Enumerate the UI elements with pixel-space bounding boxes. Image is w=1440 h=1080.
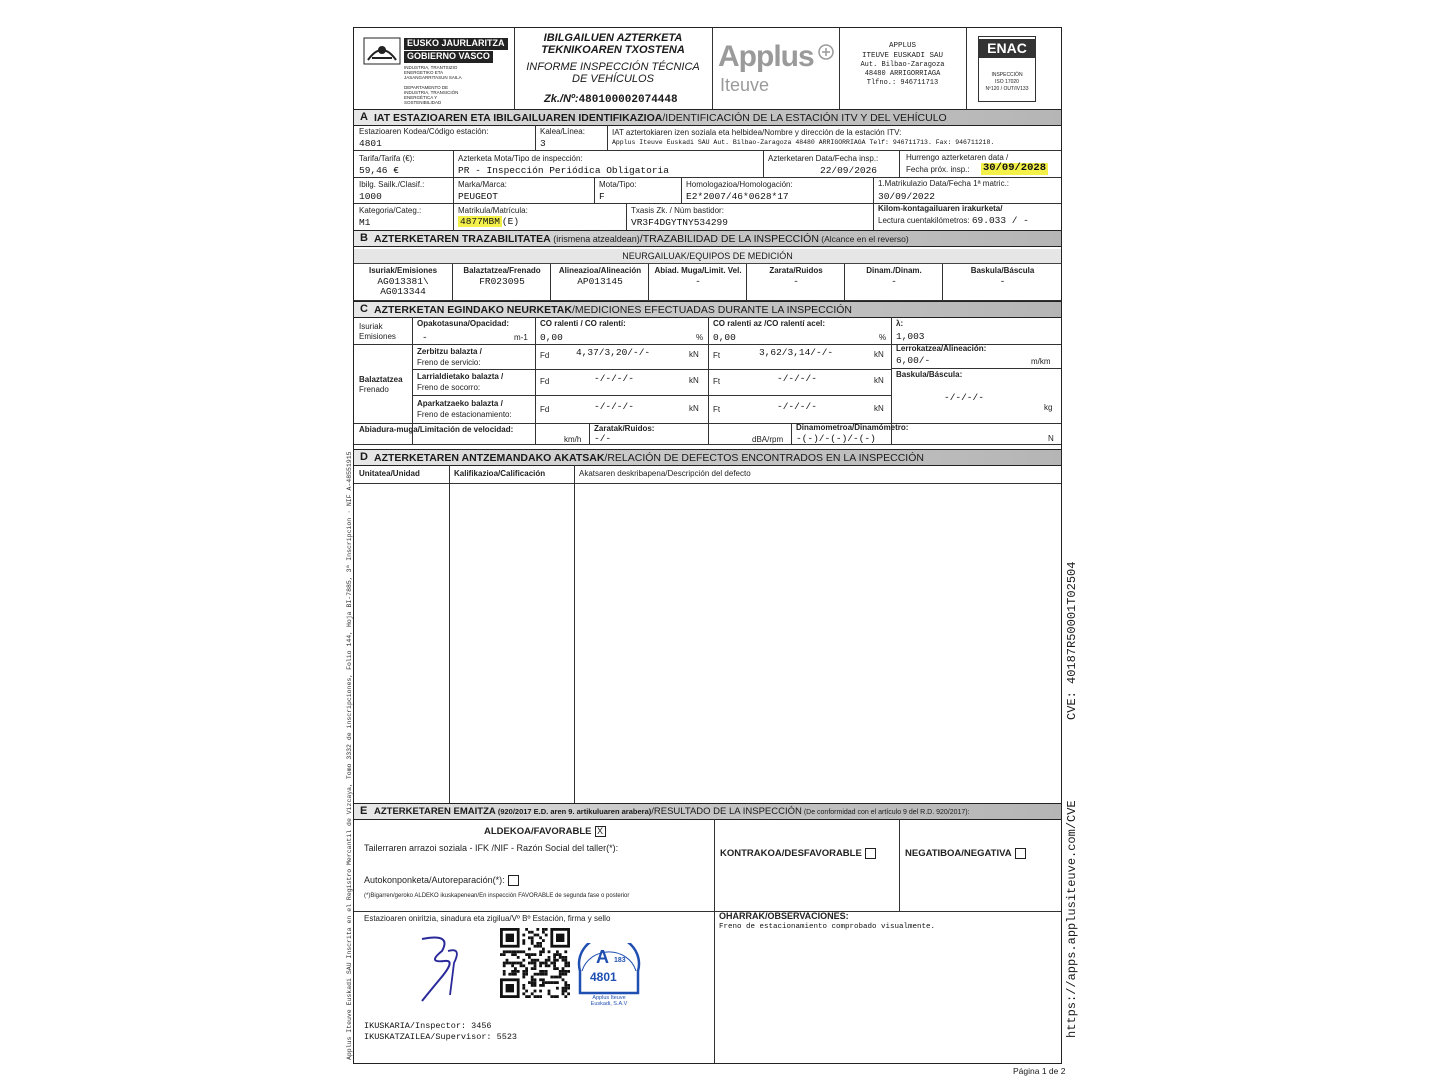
stamp-small: 183 bbox=[614, 957, 626, 964]
lambda-label: λ: bbox=[896, 319, 904, 328]
km: 69.033 / - bbox=[971, 215, 1029, 226]
selfrepair-checkbox[interactable] bbox=[508, 875, 519, 886]
section-a-header: A IAT ESTAZIOAREN ETA IBILGAILUAREN IDENTIFIKAZIOA/IDENTIFICACIÓN DE LA ESTACIÓN ITV Y DEL VEHÍCULO bbox=[354, 109, 1061, 126]
enac-logo bbox=[978, 36, 1036, 102]
applus-logo bbox=[718, 40, 834, 73]
gov-small1: INDUSTRIA, TRANTSIZIO ENERGETIKO ETA JASANGARRITASUN SAILA bbox=[404, 65, 462, 80]
parking-fd: -/-/-/- bbox=[594, 401, 634, 412]
opac: - bbox=[422, 332, 428, 343]
section-b-subhead: NEURGAILUAK/EQUIPOS DE MEDICIÓN bbox=[354, 249, 1061, 264]
cve-code: CVE: 40187R50001T02504 bbox=[1065, 561, 1079, 720]
favorable-checkbox[interactable]: X bbox=[595, 826, 606, 837]
station-code-label: Estazioaren Kodea/Código estación: bbox=[359, 127, 489, 136]
km-label2: Lectura cuentakilómetros: 69.033 / - bbox=[878, 215, 1029, 226]
category-label: Kategoria/Categ.: bbox=[359, 206, 422, 215]
section-e-header: E AZTERKETAREN EMAITZA (920/2017 E.D. aren 9. artikuluaren arabera)/RESULTADO DE LA INSPECCIÓN (De conformidad con el artículo 9 del R.D. 920/2017): bbox=[354, 803, 1061, 820]
vin-label: Txasis Zk. / Núm bastidor: bbox=[631, 206, 724, 215]
first-reg-label: 1.Matrikulazio Data/Fecha 1ª matric.: bbox=[878, 179, 1010, 188]
company-line3: Aut. Bilbao-Zaragoza bbox=[860, 61, 945, 69]
plate: 4877MBM bbox=[460, 216, 500, 227]
co-acel-unit: % bbox=[879, 333, 887, 342]
align-label: Lerrokatzea/Alineación: bbox=[896, 344, 987, 353]
next-date: 30/09/2028 bbox=[983, 162, 1047, 174]
section-c-header: C AZTERKETAN EGINDAKO NEURKETAK/MEDICIONES EFECTUADAS DURANTE LA INSPECCIÓN bbox=[354, 301, 1061, 318]
defects-col-calif: Kalifikazioa/Calificación bbox=[454, 469, 546, 478]
company-line2: ITEUVE EUSKADI SAU bbox=[861, 52, 943, 60]
equipment-value: AG013381\ bbox=[377, 276, 429, 287]
station-code: 4801 bbox=[359, 138, 382, 149]
enac-small2: ISO 17020 bbox=[995, 79, 1019, 85]
second-phase-note: (*)Bigarren/geroko ALDEKO ikuskapenean/En inspección FAVORABLE de segunda fase o posterior bbox=[364, 893, 630, 899]
class-value: 1000 bbox=[359, 191, 382, 202]
dyn-label: Dinamometroa/Dinamómetro: bbox=[796, 423, 909, 432]
inspector: IKUSKARIA/Inspector: 3456 bbox=[364, 1021, 492, 1031]
gov-small2: DEPARTAMENTO DE INDUSTRIA, TRANSICIÓN ENERGÉTICA Y SOSTENIBILIDAD bbox=[404, 85, 459, 105]
vin: VR3F4DGYTNY534299 bbox=[631, 217, 728, 228]
equipment-col bbox=[354, 264, 452, 300]
brand: PEUGEOT bbox=[458, 191, 498, 202]
equipment-label: Isuriak/Emisiones bbox=[368, 266, 438, 275]
applus-brand: Applus bbox=[718, 40, 814, 73]
section-b-header: B AZTERKETAREN TRAZABILITATEA (irismena atzealdean)/TRAZABILIDAD DE LA INSPECCIÓN (Alcance en el reverso) bbox=[354, 230, 1061, 247]
inspection-report: EUSKO JAURLARITZA GOBIERNO VASCO INDUSTRIA, TRANTSIZIO ENERGETIKO ETA JASANGARRITASUN SAILA DEPARTAMENTO DE INDUSTRIA, TRANSICIÓN ENERGÉTICA Y SOSTENIBILIDAD IBILGAILUEN AZTERKETA TEKNIKOAREN TXOSTENA INFORME INSPECCIÓN TÉCNICA DE VEHÍCULOS Zk./Nº:480100002074448 Applus Iteuve APPLUS ITEUVE EUSKADI SAU Aut. Bilbao-Zaragoza 48480 ARRIGORRIAGA Tlfno.: 946711713 ENAC INSPECCIÓN ISO 17020 Nº120 / OUT/IV133 A IAT ESTAZIOAREN ETA IBILGAILUAREN IDENTIFIKAZIOA/IDENTIFICACIÓN DE LA ESTACIÓN ITV Y DEL VEHÍCULO Estazioaren Kodea/Código estación: 4801 Kalea/Línea: 3 IAT aztertokiaren izen soziala eta helbidea/Nombre y dirección de la estación ITV: Applus Iteuve Euskadi SAU Aut. Bilbao-Zaragoza 48480 ARRIGORRIAGA Telf: 946711713. Fax: 946711218. Tarifa/Tarifa (€): 59,46 € Azterketa Mota/Tipo de inspección: PR - Inspección Periódica Obligatoria Azterketaren Data/Fecha insp.: 22/09/2026 Hurrengo azterketaren data / Fecha próx. insp.: 30/09/2028 Ibilg. Sailk./Clasif.: 1000 Marka/Marca: PEUGEOT Mota/Tipo: F Homologazioa/Homologación: E2*2007/46*0628*17 1.Matrikulazio Data/Fecha 1ª matric.: 30/09/2022 Kategoria/Categ.: M1 Matrikula/Matrícula: 4877MBM (E) Txasis Zk. / Núm bastidor: VR3F4DGYTNY534299 Kilom-kontagailuaren irakurketa/ Lectura cuentakilómetros: 69.033 / - B AZTERKETAREN TRAZABILITATEA (irismena atzealdean)/TRAZABILIDAD DE LA INSPECCIÓN (Alcance en el reverso) NEURGAILUAK/EQUIPOS DE MEDICIÓN Isuriak/Emisiones AG013381\ AG013344 Balaztatzea/Frenado FR023095 Alineazioa/Alineación AP013145 Abiad. Muga/Limit. Vel. - Zarata/Ruidos - Dinam./Dinam. - Baskula/Báscula - C AZTERKETAN EGINDAKO NEURKETAK/MEDICIONES EFECTUADAS DURANTE LA INSPECCIÓN Isuriak Emisiones Opakotasuna/Opacidad: - m-1 CO ralenti / CO ralentí: 0,00 % CO ralenti az /CO ralentí acel: 0,00 % λ: 1,003 Balaztatzea Frenado Zerbitzu balazta / Freno de servicio: Fd 4,37/3,20/-/- kN Ft 3,62/3,14/-/- kN Larrialdietako balazta / Freno de socorro: Fd -/-/-/- kN Ft -/-/-/- kN Aparkatzaeko balazta / Freno de estacionamiento: Fd -/-/-/- kN Ft -/-/-/- kN Lerrokatzea/Alineación: 6,00/- m/km Baskula/Báscula: -/-/-/- kg Abiadura-muga/Limitación de velocidad: km/h Zaratak/Ruidos: -/- dBA/rpm Dinamometroa/Dinamómetro: -(-)/-(-)/-(-) N D AZTERKETAREN ANTZEMANDAKO AKATSAK/RELACIÓN DE DEFECTOS ENCONTRADOS EN LA INSPECCIÓN Unitatea/Unidad Kalifikazioa/Calificación Akatsaren deskribapena/Descripción del defecto E AZTERKETAREN EMAITZA (920/2017 E.D. aren 9. artikuluaren arabera)/RESULTADO DE LA INSPECCIÓN (De conformidad con el artículo 9 del R.D. 920/2017): ALDEKOA/FAVORABLE X Tailerraren arrazoi soziala - IFK /NIF - Razón Social del taller(*): Autokonponketa/Autoreparación(*): (*)Bigarren/geroko ALDEKO ikuskapenean/En inspección FAVORABLE de segunda fase o posterior KONTRAKOA/DESFAVORABLE NEGATIBOA/NEGATIVA Estazioaren oniritzia, sinadura eta zigilua/Vº Bº Estación, firma y sello OHARRAK/OBSERVACIONES: Freno de estacionamiento comprobado visualmente. A 183 4801 Applus Iteuve Euskadi, S.A.V IKUSKARIA/Inspector: 3456 IKUSKATZAILEA/Supervisor: 5523 bbox=[353, 27, 1062, 1064]
selfrepair-option[interactable]: Autokonponketa/Autoreparación(*): bbox=[364, 875, 519, 886]
align-unit: m/km bbox=[1031, 357, 1051, 366]
dyn: -(-)/-(-)/-(-) bbox=[796, 433, 876, 444]
noise-label: Zaratak/Ruidos: bbox=[594, 424, 655, 433]
unfavorable-checkbox[interactable] bbox=[865, 848, 876, 859]
title-es1: INFORME INSPECCIÓN TÉCNICA bbox=[526, 61, 700, 73]
scale: -/-/-/- bbox=[944, 392, 984, 403]
insp-date-label: Azterketaren Data/Fecha insp.: bbox=[768, 154, 879, 163]
enac-text: ENAC bbox=[979, 39, 1035, 58]
defects-col-desc: Akatsaren deskribapena/Descripción del defecto bbox=[579, 469, 751, 478]
gov-logo bbox=[362, 36, 402, 66]
station-name-label: IAT aztertokiaren izen soziala eta helbidea/Nombre y dirección de la estación ITV: bbox=[612, 128, 902, 137]
service-label2: Freno de servicio: bbox=[417, 358, 481, 367]
emergency-ft: -/-/-/- bbox=[777, 373, 817, 384]
favorable-option[interactable]: ALDEKOA/FAVORABLE X bbox=[484, 826, 606, 837]
co-unit: % bbox=[696, 333, 704, 342]
noise-unit: dBA/rpm bbox=[752, 435, 784, 444]
title-es2: DE VEHÍCULOS bbox=[572, 73, 654, 85]
dyn-unit: N bbox=[1048, 434, 1054, 443]
header bbox=[354, 28, 1061, 110]
equipment-label: Abiad. Muga/Limit. Vel. bbox=[654, 266, 742, 275]
equipment-row bbox=[354, 264, 1061, 300]
service-label1: Zerbitzu balazta / bbox=[417, 347, 482, 356]
equipment-value: FR023095 bbox=[479, 276, 525, 287]
enac-small1: INSPECCIÓN bbox=[991, 72, 1023, 78]
brake-label2: Frenado bbox=[359, 385, 389, 394]
speed-label: Abiadura-muga/Limitación de velocidad: bbox=[359, 425, 514, 434]
parking-ft: -/-/-/- bbox=[777, 401, 817, 412]
insp-type-label: Azterketa Mota/Tipo de inspección: bbox=[458, 154, 583, 163]
equipment-value: - bbox=[891, 276, 897, 287]
company-line1: APPLUS bbox=[888, 42, 916, 50]
equipment-value-2: AG013344 bbox=[380, 286, 426, 297]
signature bbox=[412, 931, 467, 1006]
negative-checkbox[interactable] bbox=[1015, 848, 1026, 859]
qr-code bbox=[500, 928, 570, 998]
equipment-label: Alineazioa/Alineación bbox=[558, 266, 642, 275]
page-number: Página 1 de 2 bbox=[1013, 1066, 1066, 1076]
plus-circle-icon bbox=[818, 44, 834, 60]
equipment-label: Dinam./Dinam. bbox=[866, 266, 922, 275]
equipment-value: - bbox=[793, 276, 799, 287]
supervisor: IKUSKATZAILEA/Supervisor: 5523 bbox=[364, 1032, 518, 1042]
homol-label: Homologazioa/Homologación: bbox=[686, 180, 793, 189]
tariff: 59,46 € bbox=[359, 165, 399, 176]
next-date-label1: Hurrengo azterketaren data / bbox=[906, 153, 1009, 162]
station-name: Applus Iteuve Euskadi SAU Aut. Bilbao-Zaragoza 48480 ARRIGORRIAGA Telf: 946711713. Fax: 946711218. bbox=[612, 139, 995, 146]
km-label1: Kilom-kontagailuaren irakurketa/ bbox=[878, 204, 1003, 213]
type-value: F bbox=[599, 191, 605, 202]
station-stamp bbox=[576, 943, 642, 1013]
cve-url[interactable]: https://apps.applusiteuve.com/CVE bbox=[1065, 800, 1079, 1038]
registry-vertical-text: Applus Iteuve Euskadi SAU Inscrita en el Registro Mercantil de Vizcaya, Tomo 3332 de inscripciones, Folio 144, Hoja BI-7885, 3ª Inscripcion · NIF A-48551915 bbox=[346, 451, 353, 1060]
speed-unit: km/h bbox=[564, 435, 582, 444]
emis-label2: Emisiones bbox=[359, 332, 396, 341]
next-date-label2: Fecha próx. insp.: bbox=[906, 165, 970, 174]
emergency-label2: Freno de socorro: bbox=[417, 383, 481, 392]
station-sign-label: Estazioaren oniritzia, sinadura eta zigilua/Vº Bº Estación, firma y sello bbox=[364, 914, 611, 923]
first-reg: 30/09/2022 bbox=[878, 191, 936, 202]
equipment-label: Balaztatzea/Frenado bbox=[463, 266, 541, 275]
equipment-value: AP013145 bbox=[577, 276, 623, 287]
noise: -/- bbox=[594, 433, 612, 444]
gov-line2: GOBIERNO VASCO bbox=[404, 51, 493, 63]
co: 0,00 bbox=[540, 332, 563, 343]
class-label: Ibilg. Sailk./Clasif.: bbox=[359, 180, 425, 189]
parking-label1: Aparkatzaeko balazta / bbox=[417, 399, 503, 408]
negative-option[interactable]: NEGATIBOA/NEGATIVA bbox=[905, 848, 1026, 859]
stamp-top: A bbox=[596, 947, 609, 967]
equipment-label: Baskula/Báscula bbox=[970, 266, 1035, 275]
company-line4: 48480 ARRIGORRIAGA bbox=[864, 70, 941, 78]
title-eu2: TEKNIKOAREN TXOSTENA bbox=[541, 44, 685, 56]
line-label: Kalea/Línea: bbox=[540, 127, 585, 136]
obs-label: OHARRAK/OBSERVACIONES: bbox=[719, 911, 849, 921]
insp-type: PR - Inspección Periódica Obligatoria bbox=[458, 165, 669, 176]
emis-label1: Isuriak bbox=[359, 322, 383, 331]
equipment-col bbox=[550, 264, 649, 300]
homol: E2*2007/46*0628*17 bbox=[686, 191, 789, 202]
category: M1 bbox=[359, 217, 371, 228]
co-label: CO ralenti / CO ralentí: bbox=[540, 319, 626, 328]
equipment-col bbox=[844, 264, 943, 300]
parking-label2: Freno de estacionamiento: bbox=[417, 410, 512, 419]
obs-text: Freno de estacionamiento comprobado visualmente. bbox=[719, 923, 936, 931]
equipment-col bbox=[746, 264, 845, 300]
emergency-label1: Larrialdietako balazta / bbox=[417, 372, 504, 381]
emergency-fd: -/-/-/- bbox=[594, 373, 634, 384]
plate-field: 4877MBM (E) bbox=[460, 216, 520, 227]
gov-line1: EUSKO JAURLARITZA bbox=[404, 38, 508, 50]
equipment-col bbox=[942, 264, 1062, 300]
stamp-num: 4801 bbox=[590, 970, 617, 984]
stamp-bottom: Applus Iteuve Euskadi, S.A.V bbox=[590, 995, 628, 1008]
opac-unit: m-1 bbox=[514, 333, 528, 342]
equipment-col bbox=[452, 264, 551, 300]
lambda: 1,003 bbox=[896, 331, 925, 342]
type-label: Mota/Tipo: bbox=[599, 180, 637, 189]
coat-of-arms-icon bbox=[362, 36, 402, 66]
section-d-header: D AZTERKETAREN ANTZEMANDAKO AKATSAK/RELACIÓN DE DEFECTOS ENCONTRADOS EN LA INSPECCIÓN bbox=[354, 449, 1061, 466]
equipment-value: - bbox=[999, 276, 1006, 287]
title-eu1: IBILGAILUEN AZTERKETA bbox=[543, 32, 683, 44]
equipment-value: - bbox=[695, 276, 701, 287]
unfavorable-option[interactable]: KONTRAKOA/DESFAVORABLE bbox=[720, 848, 876, 859]
defects-col-unit: Unitatea/Unidad bbox=[359, 469, 420, 478]
service-ft: 3,62/3,14/-/- bbox=[759, 347, 834, 358]
plate-label: Matrikula/Matrícula: bbox=[458, 206, 528, 215]
brand-label: Marka/Marca: bbox=[458, 180, 507, 189]
line-value: 3 bbox=[540, 138, 546, 149]
company-line5: Tlfno.: 946711713 bbox=[866, 79, 939, 87]
workshop-label: Tailerraren arrazoi soziala - IFK /NIF - Razón Social del taller(*): bbox=[364, 843, 619, 853]
opac-label: Opakotasuna/Opacidad: bbox=[417, 319, 510, 328]
applus-sub: Iteuve bbox=[720, 75, 770, 95]
tariff-label: Tarifa/Tarifa (€): bbox=[359, 154, 415, 163]
co-acel-label: CO ralenti az /CO ralentí acel: bbox=[713, 319, 826, 328]
report-number: Zk./Nº:480100002074448 bbox=[544, 93, 678, 106]
insp-date: 22/09/2026 bbox=[820, 165, 878, 176]
align: 6,00/- bbox=[896, 355, 931, 366]
equipment-col bbox=[648, 264, 747, 300]
equipment-label: Zarata/Ruidos bbox=[769, 266, 823, 275]
enac-small3: Nº120 / OUT/IV133 bbox=[985, 86, 1029, 92]
co-acel: 0,00 bbox=[713, 332, 736, 343]
brake-label1: Balaztatzea bbox=[359, 375, 403, 384]
service-fd: 4,37/3,20/-/- bbox=[576, 347, 651, 358]
scale-label: Baskula/Báscula: bbox=[896, 370, 963, 379]
scale-unit: kg bbox=[1044, 403, 1053, 412]
